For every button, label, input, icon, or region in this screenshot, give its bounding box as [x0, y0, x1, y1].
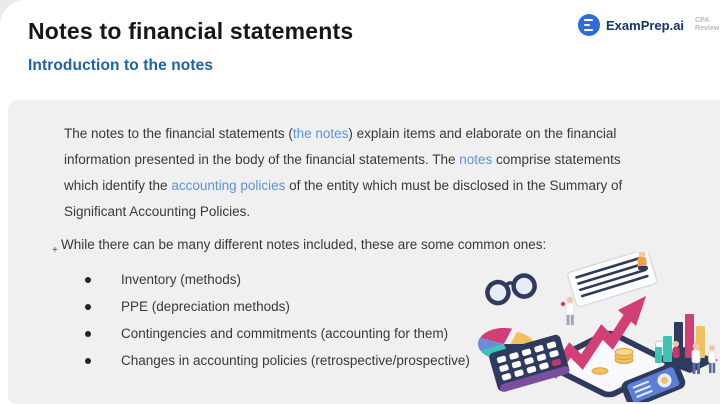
highlight-notes: notes: [459, 152, 493, 167]
common-notes-list: [85, 266, 470, 374]
standing-person-icon: [561, 297, 574, 325]
page-subtitle: Introduction to the notes: [28, 57, 214, 74]
list-item: Inventory (methods): [85, 266, 470, 293]
product-line2: Review: [695, 25, 720, 32]
paragraph-text: The notes to the financial statements (: [64, 126, 293, 141]
brand-name: ExamPrep.ai: [606, 17, 685, 33]
highlight-accounting-policies: accounting policies: [171, 178, 286, 193]
walking-person-icon: [709, 345, 716, 373]
page-title: Notes to financial statements: [28, 18, 354, 44]
list-item: Contingencies and commitments (accounting for them): [85, 320, 470, 347]
paragraph-text: comprise statements which identify the: [64, 152, 621, 193]
paragraph-text: ) explain items and elaborate on the financial information presented in the body of the financial statements. The: [64, 126, 617, 167]
examprep-logo: [578, 14, 719, 36]
list-item: PPE (depreciation methods): [85, 293, 470, 320]
product-label: [695, 17, 719, 33]
list-item: Changes in accounting policies (retrospective/prospective): [85, 347, 470, 374]
finance-analytics-illustration: [472, 252, 720, 402]
product-line1: CPA: [695, 17, 710, 24]
cursor-artifact: +: [52, 245, 58, 256]
examprep-logo-icon: [578, 14, 600, 36]
glasses-icon: [485, 273, 537, 305]
paragraph-text: of the entity which must be disclosed in the Summary of Significant Accounting Policies.: [64, 178, 623, 219]
bullets-intro-line: While there can be many different notes included, these are some common ones:: [61, 237, 547, 252]
intro-paragraph: [64, 121, 639, 225]
highlight-the-notes: the notes: [292, 126, 349, 141]
